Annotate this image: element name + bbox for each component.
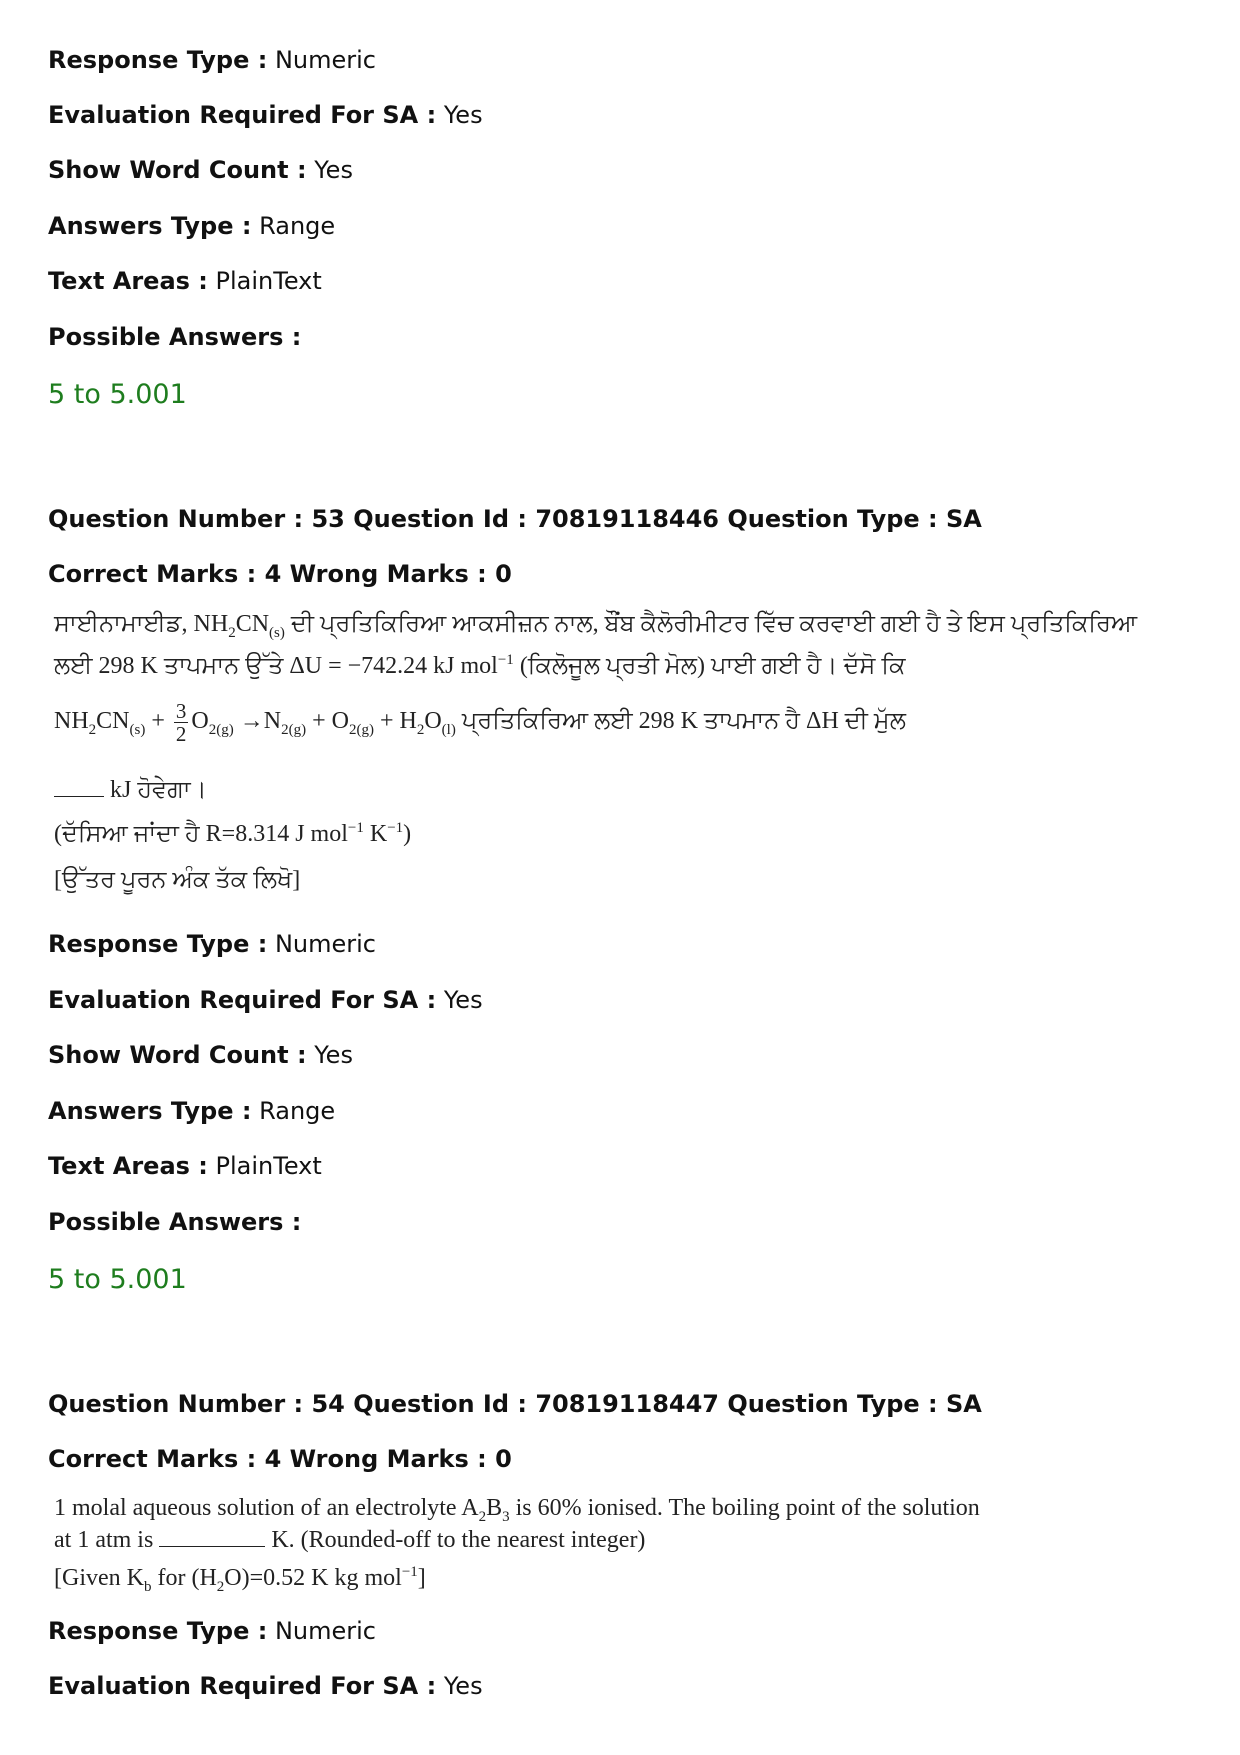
text-run: ਲਈ 298 K ਤਾਪਮਾਨ ਉੱਤੇ ΔU = −742.24 kJ mol [54, 653, 498, 679]
text-run: ਸਾਈਨਾਮਾਈਡ, NH [54, 611, 229, 637]
evaluation-row [48, 986, 483, 1014]
subscript: (s) [269, 624, 285, 641]
possible-answer-value: 5 to 5.001 [48, 379, 187, 410]
text-run: NH [54, 708, 89, 735]
marks-row [48, 1445, 512, 1473]
text-run: →N [233, 708, 282, 735]
text-run: + H [373, 708, 417, 735]
field-label: Response Type : [48, 46, 268, 74]
text-run: O [424, 708, 442, 735]
question-header [48, 1390, 982, 1418]
response-type-row [48, 1617, 376, 1645]
field-value: Range [259, 212, 336, 240]
answer-blank [159, 1546, 265, 1547]
subscript: b [143, 1578, 152, 1595]
text-run: kJ ਹੋਵੇਗਾ। [104, 777, 207, 803]
field-value: Numeric [274, 1617, 376, 1645]
subscript: 2 [88, 721, 97, 738]
subscript: 2 [228, 624, 236, 641]
text-run: O [191, 708, 209, 735]
question-text-image [54, 608, 1138, 898]
field-value: Numeric [274, 930, 376, 958]
marks-text: Correct Marks : 4 Wrong Marks : 0 [48, 560, 512, 588]
answer-blank [54, 796, 104, 797]
response-type-row [48, 930, 376, 958]
word-count-row [48, 1041, 353, 1069]
text-run: + O [306, 708, 349, 735]
evaluation-row [48, 101, 483, 129]
text-run: K [363, 821, 388, 847]
field-label: Answers Type : [48, 212, 252, 240]
field-label: Response Type : [48, 930, 268, 958]
subscript: 2 [216, 1578, 225, 1595]
possible-answers-row [48, 1208, 301, 1236]
question-header-text: Question Number : 54 Question Id : 70819118447 Question Type : SA [48, 1390, 982, 1418]
text-run: 1 molal aqueous solution of an electrolyte A [54, 1495, 479, 1521]
field-value: Numeric [274, 46, 376, 74]
field-label: Evaluation Required For SA : [48, 1672, 437, 1700]
question-line [54, 866, 300, 895]
subscript: (l) [441, 721, 456, 738]
text-run: + [145, 708, 171, 735]
text-run: for (H [151, 1565, 217, 1591]
fraction-numerator: 3 [175, 699, 187, 723]
response-type-row [48, 46, 376, 74]
text-run: ਪ੍ਰਤਿਕਿਰਿਆ ਲਈ 298 K ਤਾਪਮਾਨ ਹੈ ΔH ਦੀ ਮੁੱਲ [455, 708, 906, 735]
field-value: Range [259, 1097, 336, 1125]
superscript: −1 [497, 652, 514, 668]
question-text-image [54, 1492, 980, 1602]
answers-type-row [48, 212, 335, 240]
equation-line [54, 700, 906, 745]
text-run: (ਦੱਸਿਆ ਜਾਂਦਾ ਹੈ R=8.314 J mol [54, 821, 348, 847]
text-areas-row [48, 267, 322, 295]
text-run: [Given K [54, 1565, 144, 1591]
field-value: Yes [443, 1672, 483, 1700]
field-label: Response Type : [48, 1617, 268, 1645]
question-line [54, 820, 411, 849]
field-label: Answers Type : [48, 1097, 252, 1125]
field-value: PlainText [215, 1152, 322, 1180]
subscript: 3 [502, 1508, 510, 1525]
field-label: Possible Answers : [48, 323, 302, 351]
field-label: Evaluation Required For SA : [48, 101, 437, 129]
field-label: Show Word Count : [48, 156, 307, 184]
text-run: K. (Rounded-off to the nearest integer) [265, 1527, 646, 1553]
marks-text: Correct Marks : 4 Wrong Marks : 0 [48, 1445, 512, 1473]
word-count-row [48, 156, 353, 184]
text-run: ] [417, 1565, 426, 1591]
text-run: CN [235, 611, 270, 637]
superscript: −1 [347, 820, 364, 836]
fraction [174, 700, 189, 745]
text-run: [ਉੱਤਰ ਪੂਰਨ ਅੰਕ ਤੱਕ ਲਿਖੋ] [54, 867, 301, 893]
possible-answer-value: 5 to 5.001 [48, 1264, 187, 1295]
text-run: ਦੀ ਪ੍ਰਤਿਕਿਰਿਆ ਆਕਸੀਜ਼ਨ ਨਾਲ, ਬੌਂਬ ਕੈਲੋਰੀਮੀਟਰ ਵਿੱਚ ਕਰਵਾਈ ਗਈ ਹੈ ਤੇ ਇਸ ਪ੍ਰਤਿਕਿਰਿਆ [284, 611, 1138, 637]
field-value: Yes [314, 156, 353, 184]
subscript: (s) [129, 721, 146, 738]
text-areas-row [48, 1152, 322, 1180]
subscript: 2 [478, 1508, 487, 1525]
text-run: is 60% ionised. The boiling point of the solution [509, 1495, 980, 1521]
subscript: 2(g) [208, 721, 234, 738]
question-line [54, 776, 207, 805]
fraction-denominator: 2 [175, 722, 187, 747]
question-line [54, 1526, 645, 1555]
superscript: −1 [387, 820, 404, 836]
field-label: Text Areas : [48, 267, 208, 295]
text-run: O)=0.52 K kg mol [224, 1565, 402, 1591]
text-run: ) [403, 821, 412, 847]
field-value: PlainText [215, 267, 322, 295]
question-line [54, 1494, 980, 1523]
field-value: Yes [314, 1041, 353, 1069]
field-value: Yes [443, 101, 483, 129]
field-label: Show Word Count : [48, 1041, 307, 1069]
subscript: 2(g) [281, 721, 307, 738]
answers-type-row [48, 1097, 335, 1125]
possible-answers-row [48, 323, 301, 351]
field-label: Text Areas : [48, 1152, 208, 1180]
question-header-text: Question Number : 53 Question Id : 70819118446 Question Type : SA [48, 505, 982, 533]
subscript: 2 [416, 721, 425, 738]
field-value: Yes [443, 986, 483, 1014]
subscript: 2(g) [348, 721, 374, 738]
text-run: CN [96, 708, 130, 735]
text-run: at 1 atm is [54, 1527, 160, 1553]
text-run: (ਕਿਲੋਜੂਲ ਪ੍ਰਤੀ ਮੋਲ) ਪਾਈ ਗਈ ਹੈ। ਦੱਸੋ ਕਿ [513, 653, 906, 679]
question-header [48, 505, 982, 533]
marks-row [48, 560, 512, 588]
text-run: B [486, 1495, 503, 1521]
field-label: Evaluation Required For SA : [48, 986, 437, 1014]
evaluation-row [48, 1672, 483, 1700]
superscript: −1 [401, 1564, 418, 1580]
field-label: Possible Answers : [48, 1208, 302, 1236]
question-line [54, 652, 905, 681]
question-line [54, 1564, 426, 1593]
question-line [54, 610, 1137, 639]
